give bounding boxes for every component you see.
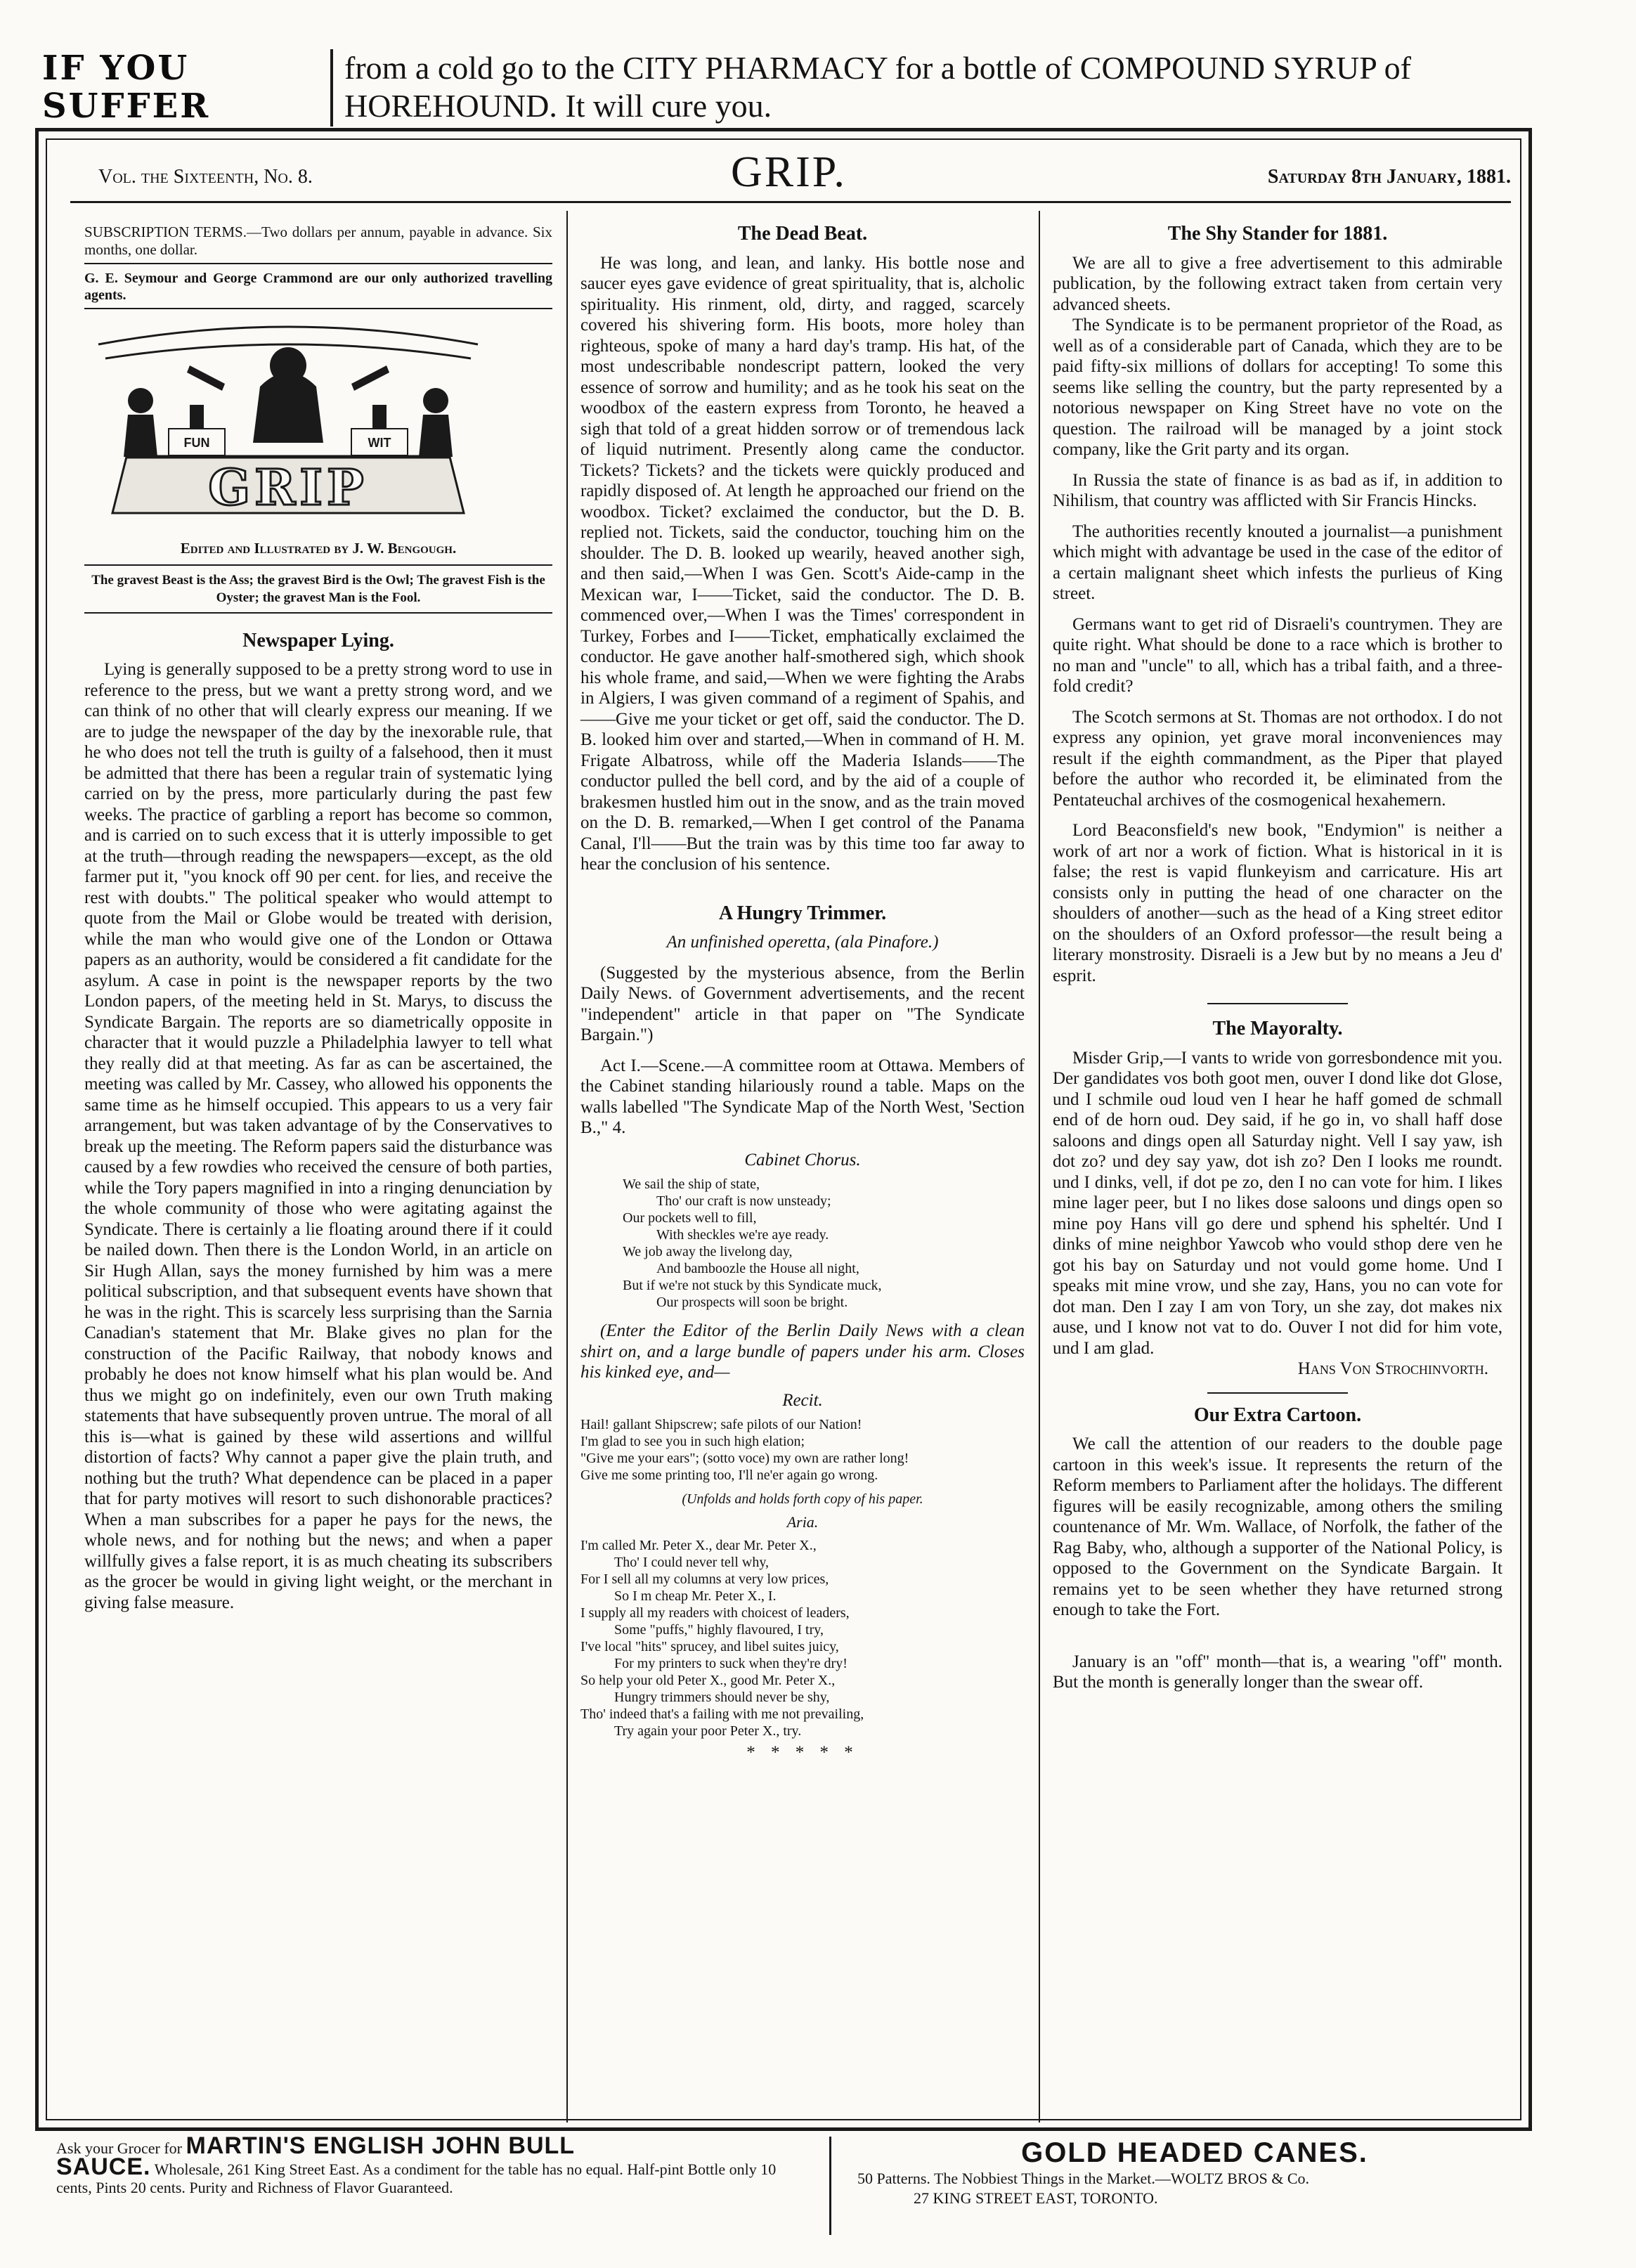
chorus-line: Our pockets well to fill, [623, 1210, 757, 1226]
chorus-line: We job away the livelong day, [623, 1244, 793, 1259]
pharmacy-ad-line2: HOREHOUND. It will cure you. [344, 88, 772, 124]
shy-stander-para: Lord Beaconsfield's new book, "Endymion" is neither a work of art nor a work of fiction. What is historical in it is false; the rest is vapid flunkeyism and carricature. His art consists only in putting the head of one character on the shoulders of another—such as the head of a King street editor on the shoulders of an Oxford professor—the result being a literary monstrosity. Disraeli is a Jew but by no means a Jeu d' esprit. [1053, 821, 1502, 985]
aria-verse [580, 1537, 1025, 1739]
sauce-label: SAUCE. [56, 2153, 151, 2180]
aria-line: I've local "hits" sprucey, and libel suites juicy, [580, 1638, 839, 1654]
dead-beat-heading: The Dead Beat. [737, 223, 868, 245]
section-divider [1207, 1003, 1348, 1004]
extra-cartoon-heading: Our Extra Cartoon. [1193, 1404, 1362, 1426]
grip-logo-text: GRIP [208, 458, 368, 517]
closing-stars: * * * * * [746, 1742, 859, 1762]
john-bull-sauce-ad [56, 2132, 801, 2197]
aria-line: So help your old Peter X., good Mr. Peter X., [580, 1672, 836, 1688]
canes-line2: 27 KING STREET EAST, TORONTO. [914, 2189, 1158, 2207]
pharmacy-ad-line1: from a cold go to the CITY PHARMACY for a bottle of COMPOUND SYRUP of [344, 50, 1411, 86]
cabinet-chorus-verse [580, 1176, 1025, 1311]
gold-headed-canes-ad [857, 2137, 1532, 2208]
aria-line: Try again your poor Peter X., try. [614, 1723, 802, 1739]
pharmacy-ad-text [344, 49, 1588, 125]
travelling-agents-notice: G. E. Seymour and George Crammond are our only authorized travelling agents. [84, 270, 552, 309]
subscription-terms: SUBSCRIPTION TERMS.—Two dollars per annum, payable in advance. Six months, one dollar. [84, 223, 552, 264]
enter-editor-direction: (Enter the Editor of the Berlin Daily News with a clean shirt on, and a large bundle of papers under his arm. Closes his kinked eye, and— [580, 1321, 1025, 1382]
aria-line: So I m cheap Mr. Peter X., I. [614, 1588, 777, 1604]
shy-stander-heading: The Shy Stander for 1881. [1167, 223, 1388, 245]
issue-date: Saturday 8th January, 1881. [1267, 166, 1511, 188]
unfolds-direction: (Unfolds and holds forth copy of his paper. [682, 1491, 923, 1507]
chorus-line: And bamboozle the House all night, [656, 1261, 859, 1276]
canes-title: GOLD HEADED CANES. [1021, 2137, 1368, 2168]
aria-line: Hungry trimmers should never be shy, [614, 1689, 830, 1705]
sauce-ad-text: Wholesale, 261 King Street East. As a condiment for the table has no equal. Half-pint Bottle only 10 cents, Pints 20 cents. Purity and Richness of Flavor Guaranteed. [56, 2160, 777, 2196]
aria-line: Some "puffs," highly flavoured, I try, [614, 1621, 824, 1638]
shy-stander-para: In Russia the state of finance is as bad as if, in addition to Nihilism, that country was afflicted with Sir Francis Hincks. [1053, 470, 1502, 510]
fun-label: FUN [183, 436, 210, 450]
sauce-brand: MARTIN'S ENGLISH JOHN BULL [186, 2132, 576, 2159]
recit-line: Give me some printing too, I'll ne'er again go wrong. [580, 1467, 878, 1483]
aria-line: Tho' indeed that's a failing with me not prevailing, [580, 1706, 864, 1722]
top-advertisement [42, 49, 1588, 127]
cabinet-chorus-title: Cabinet Chorus. [744, 1150, 861, 1169]
chorus-line: But if we're not stuck by this Syndicate muck, [623, 1278, 882, 1293]
wit-label: WIT [368, 436, 391, 450]
act-one-scene: Act I.—Scene.—A committee room at Ottawa. Members of the Cabinet standing hilariously round a table. Maps on the walls labelled "The Syndicate Map of the North West, 'Section B.," 4. [580, 1056, 1025, 1137]
bottom-ad-divider [829, 2137, 831, 2235]
mayoralty-signature: Hans Von Strochinvorth. [1297, 1359, 1488, 1378]
january-note: January is an "off" month—that is, a wearing "off" month. But the month is generally longer than the swear off. [1053, 1652, 1502, 1692]
chorus-line: Our prospects will soon be bright. [656, 1295, 848, 1310]
shy-stander-para: The Scotch sermons at St. Thomas are not orthodox. I do not express any opinion, yet grave moral inconveniences may result if the eighth commandment, as the Piper that played before the author who recorded it, be eliminated from the Pentateuchal archives of the cosmogenical hexahemern. [1053, 707, 1502, 810]
section-divider [1207, 1392, 1348, 1394]
recit-line: Hail! gallant Shipscrew; safe pilots of our Nation! [580, 1417, 862, 1432]
column-3 [1053, 223, 1502, 1693]
recit-title: Recit. [782, 1390, 823, 1410]
recit-line: "Give me your ears"; (sotto voce) my own are rather long! [580, 1451, 909, 1466]
ask-grocer-text: Ask your Grocer for [56, 2139, 182, 2157]
column-divider-2 [1039, 211, 1040, 2123]
chorus-line: We sail the ship of state, [623, 1177, 760, 1192]
column-2 [580, 223, 1025, 1763]
canes-line1: 50 Patterns. The Nobbiest Things in the Market.—WOLTZ BROS & Co. [857, 2170, 1310, 2187]
suggested-note: (Suggested by the mysterious absence, from the Berlin Daily News. of Government advertisements, and the recent "independent" article in that paper on "The Syndicate Bargain.") [580, 963, 1025, 1044]
column-1 [84, 223, 552, 1613]
recit-verse [580, 1416, 1025, 1484]
suffer-text: SUFFER [42, 86, 211, 126]
mayoralty-letter: Misder Grip,—I vants to wride von gorresbondence mit you. Der gandidates vos both goot men, ouver I dond like dot Glose, und I schmile oud loud ven I hear he haff gomed de schmall end of de horn oud. Dey said, if he go in, vo shall haff dose saloons and dings open all Saturday night. Vell I say yaw, ish dot zo? und dey say yaw, dot ish zo? Den I looks me roundt. und I dinks, vell, if dot pe zo, den I no can vote for him. I likes mine lager peer, but I no likes dose saloons und dings open so mine poy Hans vill go dere und sphend his spheltér. Und I dinks of mine neighbor Yawcob who vould sthop dere ven he got his bay on Saturday und not vould gome home. Und I speaks mit mine vrow, und she zay, Hans, you no can vote for dot man. Den I zay I am von Tory, un she zay, dot makes nix ause, und I know not vat to do. Ouver I not did for him vote, und I am glad. [1053, 1048, 1502, 1358]
grip-motto: The gravest Beast is the Ass; the gravest Bird is the Owl; The gravest Fish is the Oyster; the gravest Man is the Fool. [84, 566, 552, 614]
chorus-line: With sheckles we're aye ready. [656, 1227, 829, 1243]
newspaper-lying-heading: Newspaper Lying. [242, 629, 394, 652]
mayoralty-heading: The Mayoralty. [1212, 1018, 1343, 1039]
hungry-trimmer-heading: A Hungry Trimmer. [718, 902, 887, 924]
chorus-line: Tho' our craft is now unsteady; [656, 1193, 831, 1209]
grip-masthead-cartoon [84, 316, 492, 527]
volume-number: Vol. the Sixteenth, No. 8. [98, 166, 313, 188]
aria-line: For my printers to suck when they're dry! [614, 1655, 848, 1671]
shy-stander-para: We are all to give a free advertisement to this admirable publication, by the following extract taken from certain very advanced sheets. [1053, 253, 1502, 314]
shy-stander-para: The Syndicate is to be permanent proprietor of the Road, as well as of a considerable part of Canada, which they are to be paid fifty-six millions of dollars for accepting! To some this seems like selling the country, but the party represented by a notorious newspaper on King Street have no vote on the question. The railroad will be managed by a joint stock company, like the Grit party and its organ. [1053, 316, 1502, 459]
shy-stander-para: Germans want to get rid of Disraeli's countrymen. They are quite right. What should be done to a race which is brother to no man and "uncle" to all, which has a tribal faith, and a three-fold credit? [1053, 614, 1502, 696]
recit-line: I'm glad to see you in such high elation; [580, 1434, 805, 1449]
column-divider-1 [566, 211, 568, 2123]
hungry-trimmer-subheading: An unfinished operetta, (ala Pinafore.) [666, 933, 939, 952]
masthead [84, 148, 1511, 204]
dead-beat-body: He was long, and lean, and lanky. His bottle nose and saucer eyes gave evidence of great spirituality, that is, alcholic spirituality. His rinment, old, dirty, and ragged, scarcely covered his shivering form. His boots, more holey than righteous, spoke of many a hard day's tramp. His hat, of the most undescribable nondescript pattern, looked the very essence of sorrow and humility; and as he took his seat on the woodbox of the eastern express from Toronto, he heaved a sigh that told of a great hidden sorrow or of tremendous lack of liquid nutriment. Presently along came the conductor. Tickets? Tickets? and the tickets were quickly produced and rapidly disposed of. At length he approached our friend on the woodbox. Ticket? exclaimed the conductor, but the D. B. replied not. Tickets, said the conductor, touching him on the shoulder. The D. B. looked up wearily, heaved another sigh, and then said,—When I was Gen. Scott's Aide-camp in the Mexican war, I——Ticket, said the conductor. The D. B. commenced over,—When I was the Times' correspondent in Turkey, Forbes and I——Ticket, emphatically exclaimed the conductor. He gave another half-smothered sigh, which shook his whole frame, and said,—When we were fighting the Arabs in Algiers, I was given command of a regiment of Spahis, and——Give me your ticket or get off, said the conductor. The D. B. looked him over and started,—When in command of H. M. Frigate Albatross, while off the Maderia Islands——The conductor pulled the bell cord, and by the aid of a couple of brakesmen hustled him out in the snow, and as the train moved on the D. B. remarked,—When I get control of the Panama Canal, I'll——But the train was by this time too far away to hear the conclusion of his sentence. [580, 253, 1025, 874]
newspaper-title: GRIP. [731, 148, 847, 196]
aria-line: Tho' I could never tell why, [614, 1554, 770, 1570]
aria-title: Aria. [786, 1513, 819, 1531]
masthead-rule [70, 201, 1511, 203]
editor-credit: Edited and Illustrated by J. W. Bengough. [84, 540, 552, 566]
aria-line: I'm called Mr. Peter X., dear Mr. Peter X., [580, 1537, 817, 1553]
shy-stander-para: The authorities recently knouted a journalist—a punishment which might with advantage be used in the case of the editor of a certain malignant sheet which infests the purlieus of King street. [1053, 521, 1502, 603]
if-you-text: IF YOU [42, 48, 190, 88]
newspaper-lying-body: Lying is generally supposed to be a pretty strong word to use in reference to the press, but we want a pretty strong word, and we can think of no other that will clearly express our meaning. If we are to judge the newspaper of the day by the inexorable rule, that he who does not tell the truth is guilty of a falsehood, then it must be admitted that there has been a regular train of systematic lying carried on by the press, more particularly during the past few weeks. The practice of garbling a report has become so common, and is carried on to such excess that it is utterly impossible to get at the truth—through reading the newspapers—except, as the old farmer put it, "you knock off 90 per cent. for lies, and receive the rest with doubts." The political speaker who would attempt to quote from the Mail or Globe would be treated with derision, while the man who would give one of the London or Ottawa papers as an authority, would be considered a fit candidate for the asylum. A case in point is the newspaper reports by the two London papers, of the meeting held in St. Marys, to discuss the Syndicate Bargain. The reports are so diametrically opposite in character that it would puzzle a Philadelphia lawyer to tell what they really did at that meeting. As far as can be ascertained, the meeting was called by Mr. Cassey, who allowed his opponents the same time as he himself occupied. This appears to us a very fair arrangement, but was taken advantage of by the Conservatives to break up the meeting. The Reform papers said the disturbance was caused by a few rowdies who received the censure of both parties, while the Tory papers magnified in into a ringing denunciation by the whole community of those who were agitating against the Syndicate. There is certainly a lie floating around there if it could be nailed down. Then there is the London World, in an article on Sir Hugh Allan, says the money furnished by him was a mere political subscription, and that subsequent events have shown that he was in the right. This is scarcely less surprising than the Sarnia Canadian's statement that Mr. Blake gives no plan for the construction of the Pacific Railway, that nobody knows and probably he does not know himself what his plan would be. And thus we might go on indefinitely, even our own Truth making statements that have subsequently proven untrue. The moral of all this is—what is gained by these wild assertions and willful distortion of facts? Why cannot a paper give the plain truth, and nothing but the truth? What dependence can be placed in a paper that for party motives will resort to such dishonorable practices? When a man subscribes for a paper he pays for the news, the whole news, and for nothing but the news; and when a paper willfully gives a false report, it is as much cheating its subscribers as the grocer be would in giving light weight, or the merchant in giving false measure. [84, 660, 552, 1612]
aria-line: I supply all my readers with choicest of leaders, [580, 1605, 850, 1621]
extra-cartoon-body: We call the attention of our readers to the double page cartoon in this week's issue. It represents the return of the Reform members to Parliament after the holidays. The different figures will be easily recognizable, among others the smiling countenance of Mr. Wm. Wallace, of Norfolk, the father of the Rag Baby, who, although a supporter of the National Policy, is opposed to the Government on the Syndicate Bargain. It remains yet to be seen whether they have returned strong enough to take the Fort. [1053, 1434, 1502, 1619]
if-you-suffer-banner [42, 49, 333, 127]
aria-line: For I sell all my columns at very low prices, [580, 1571, 829, 1587]
